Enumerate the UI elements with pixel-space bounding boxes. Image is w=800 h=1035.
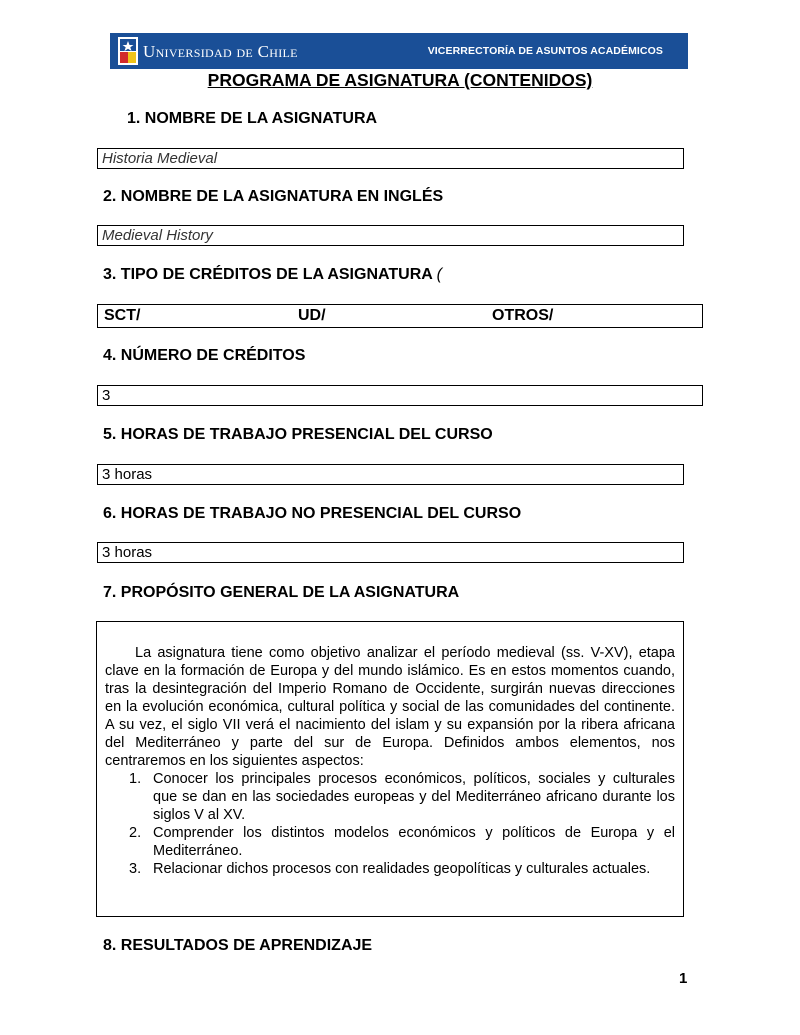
section-6-heading: 6. HORAS DE TRABAJO NO PRESENCIAL DEL CURSO <box>103 505 522 522</box>
list-item-number: 1. <box>129 771 142 787</box>
objectives-list <box>105 770 675 878</box>
list-item-text: Comprender los distintos modelos económicos y políticos de Europa y el Mediterráneo. <box>153 825 675 859</box>
list-item-number: 2. <box>129 825 142 841</box>
page-number: 1 <box>679 970 688 987</box>
department-name: VICERRECTORÍA DE ASUNTOS ACADÉMICOS <box>427 45 663 57</box>
section-7-heading: 7. PROPÓSITO GENERAL DE LA ASIGNATURA <box>103 584 460 601</box>
header-banner <box>110 33 688 69</box>
list-item <box>105 860 675 878</box>
credits-number-field: 3 <box>97 385 703 406</box>
section-8-heading: 8. RESULTADOS DE APRENDIZAJE <box>103 937 373 954</box>
list-item-text: Relacionar dichos procesos con realidades geopolíticas y culturales actuales. <box>153 861 651 877</box>
section-3-heading-text: 3. TIPO DE CRÉDITOS DE LA ASIGNATURA <box>103 266 433 283</box>
page-title: PROGRAMA DE ASIGNATURA (CONTENIDOS) <box>207 70 593 90</box>
credit-type-ud: UD/ <box>298 307 326 324</box>
course-name-english-field: Medieval History <box>97 225 684 246</box>
section-5-heading: 5. HORAS DE TRABAJO PRESENCIAL DEL CURSO <box>103 426 493 443</box>
section-1-heading: 1. NOMBRE DE LA ASIGNATURA <box>127 110 378 127</box>
list-item-number: 3. <box>129 861 142 877</box>
credit-types-box <box>97 304 703 328</box>
list-item-text: Conocer los principales procesos económicos, políticos, sociales y culturales que se dan en las sociedades europeas y del Mediterráneo africano durante los siglos V al XV. <box>153 771 675 823</box>
purpose-paragraph: La asignatura tiene como objetivo analizar el período medieval (ss. V-XV), etapa clave en la formación de Europa y del mundo islámico. Es en estos momentos cuando, tras la desintegración del Imperio Romano de Occidente, surgirán nuevas direcciones en la evolución económica, cultural política y social de las comunidades del continente. A su vez, el siglo VII verá el nacimiento del islam y su expansión por la ribera africana del Mediterráneo y parte del sur de Europa. Definidos ambos elementos, nos centraremos en los siguientes aspectos: <box>105 645 675 769</box>
non-presential-hours-field: 3 horas <box>97 542 684 563</box>
university-seal-icon <box>118 37 138 65</box>
section-4-heading: 4. NÚMERO DE CRÉDITOS <box>103 347 306 364</box>
presential-hours-field: 3 horas <box>97 464 684 485</box>
course-name-field: Historia Medieval <box>97 148 684 169</box>
credit-type-otros: OTROS/ <box>492 307 554 324</box>
section-3-paren: ( <box>436 266 442 283</box>
section-2-heading: 2. NOMBRE DE LA ASIGNATURA EN INGLÉS <box>103 188 444 205</box>
university-name: Universidad de Chile <box>143 42 298 61</box>
list-item <box>105 824 675 860</box>
section-3-heading <box>103 266 442 284</box>
purpose-box <box>96 621 684 917</box>
list-item <box>105 770 675 824</box>
credit-type-sct: SCT/ <box>104 307 141 324</box>
